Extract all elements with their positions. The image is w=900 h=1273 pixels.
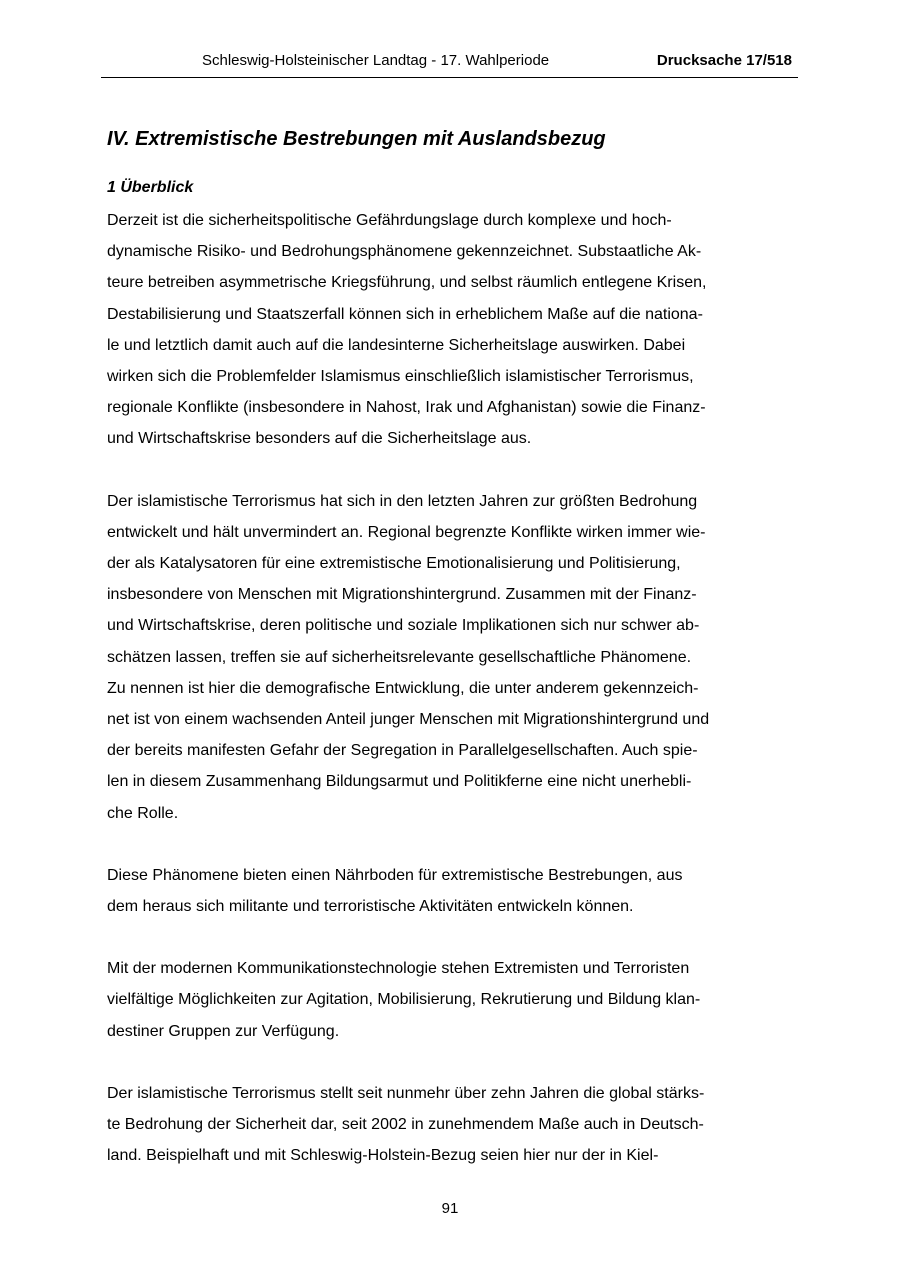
section-heading: 1 Überblick (107, 179, 194, 196)
text-line: Zu nennen ist hier die demografische Entwicklung, die unter anderem gekennzeich- (107, 679, 699, 697)
text-line: len in diesem Zusammenhang Bildungsarmut und Politikferne eine nicht unerhebli- (107, 773, 692, 791)
paragraph-1 (107, 205, 797, 455)
text-line: regionale Konflikte (insbesondere in Nahost, Irak und Afghanistan) sowie die Finanz- (107, 399, 706, 417)
text-line: der bereits manifesten Gefahr der Segregation in Parallelgesellschaften. Auch spie- (107, 742, 698, 760)
text-line: entwickelt und hält unvermindert an. Regional begrenzte Konflikte wirken immer wie- (107, 523, 706, 541)
text-line: und Wirtschaftskrise besonders auf die Sicherheitslage aus. (107, 430, 532, 448)
document-body (107, 125, 797, 1171)
paragraph-5 (107, 1078, 797, 1172)
text-line: destiner Gruppen zur Verfügung. (107, 1022, 340, 1040)
text-line: che Rolle. (107, 804, 179, 822)
header-parliament-title: Schleswig-Holsteinischer Landtag - 17. Wahlperiode (202, 52, 550, 69)
text-line: teure betreiben asymmetrische Kriegsführung, und selbst räumlich entlegene Krisen, (107, 274, 707, 292)
page-header (101, 52, 798, 78)
text-line: dem heraus sich militante und terroristische Aktivitäten entwickeln können. (107, 898, 634, 916)
header-document-number: Drucksache 17/518 (656, 52, 792, 69)
text-line: Diese Phänomene bieten einen Nährboden für extremistische Bestrebungen, aus (107, 866, 683, 884)
text-line: Destabilisierung und Staatszerfall können sich in erheblichem Maße auf die nationa- (107, 305, 703, 323)
text-line: te Bedrohung der Sicherheit dar, seit 2002 in zunehmendem Maße auch in Deutsch- (107, 1116, 704, 1134)
chapter-heading: IV. Extremistische Bestrebungen mit Auslandsbezug (107, 128, 606, 150)
text-line: dynamische Risiko- und Bedrohungsphänomene gekennzeichnet. Substaatliche Ak- (107, 243, 702, 261)
text-line: wirken sich die Problemfelder Islamismus einschließlich islamistischer Terrorismus, (107, 368, 694, 386)
text-line: land. Beispielhaft und mit Schleswig-Holstein-Bezug seien hier nur der in Kiel- (107, 1147, 659, 1165)
paragraph-3 (107, 860, 797, 922)
text-line: net ist von einem wachsenden Anteil junger Menschen mit Migrationshintergrund und (107, 711, 710, 729)
text-line: insbesondere von Menschen mit Migrationshintergrund. Zusammen mit der Finanz- (107, 586, 697, 604)
text-line: vielfältige Möglichkeiten zur Agitation, Mobilisierung, Rekrutierung und Bildung klan- (107, 991, 701, 1009)
text-line: Der islamistische Terrorismus stellt seit nunmehr über zehn Jahren die global stärks- (107, 1084, 705, 1102)
paragraph-2 (107, 486, 797, 829)
text-line: Derzeit ist die sicherheitspolitische Gefährdungslage durch komplexe und hoch- (107, 212, 672, 229)
page-number: 91 (441, 1200, 459, 1217)
text-line: le und letztlich damit auch auf die landesinterne Sicherheitslage auswirken. Dabei (107, 336, 686, 354)
text-line: schätzen lassen, treffen sie auf sicherheitsrelevante gesellschaftliche Phänomene. (107, 648, 692, 666)
text-line: und Wirtschaftskrise, deren politische und soziale Implikationen sich nur schwer ab- (107, 617, 700, 635)
text-line: der als Katalysatoren für eine extremistische Emotionalisierung und Politisierung, (107, 555, 681, 573)
text-line: Mit der modernen Kommunikationstechnologie stehen Extremisten und Terroristen (107, 960, 690, 978)
paragraph-4 (107, 953, 797, 1047)
text-line: Der islamistische Terrorismus hat sich in den letzten Jahren zur größten Bedrohung (107, 492, 698, 510)
